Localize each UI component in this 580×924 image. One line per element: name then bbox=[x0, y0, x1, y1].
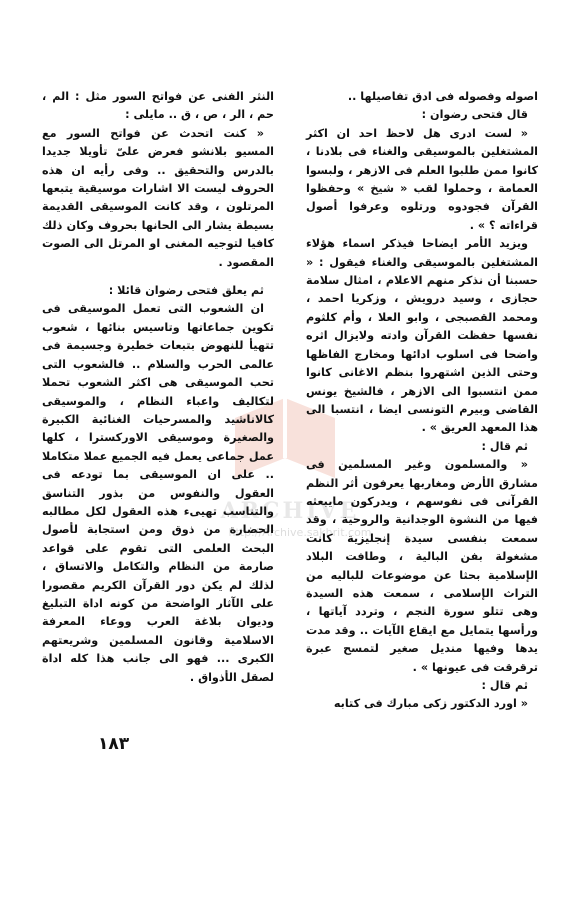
paragraph: « والمسلمون وغير المسلمين فى مشارق الأرض ومغاربها يعرفون أثر النظم القرآنى فى نفوسهم ، ويدركون مايبعثه فيها من النشوة الوجدانية والروحية ، وقد سمعت بنفسى سيدة إنجليزية كانت مشغولة بفن البالية ، وطافت البلاد الإسلامية بحثا عن موضوعات للباليه من التراث الإسلامى ، سمعت هذه السيدة وهى تتلو سورة النجم ، وتردد آياتها ، ورأسها يتمايل مع ايقاع الآيات .. وقد مدت يدها وفيها منديل صغير لتمسح عبرة ترقرقت فى عيونها » . bbox=[306, 458, 538, 674]
paragraph: « لست ادرى هل لاحظ احد ان اكثر المشتغلين بالموسيقى والغناء فى بلادنا ، كانوا ممن طلبوا العلم فى الازهر ، ولبسوا العمامة ، وحملوا لقب « شيخ » وحفظوا القرآن فجودوه ورتلوه وعرفوا أصول قراءاته ؟ » . bbox=[306, 126, 538, 232]
paragraph: النثر الفنى عن فواتح السور مثل : الم ، حم ، الر ، ص ، ق .. مايلى : bbox=[42, 90, 274, 122]
watermark-url: http://Archive.sakhrit.com bbox=[228, 526, 372, 539]
paragraph: ثم قال : bbox=[481, 679, 528, 692]
page-number: ١٨٣ bbox=[98, 734, 130, 754]
left-column bbox=[42, 88, 274, 687]
paragraph: ان الشعوب التى تعمل الموسيقى فى تكوين جماعاتها وتاسيس بنائها ، شعوب تتهيأ للنهوض بتبعات خطيرة وجسيمة فى عالمى الحرب والسلام .. فالشعوب التى تحب الموسيقى هى اكثر الشعوب تحملا لتكاليف واعباء النظام ، والموسيقى كالاناشيد والمسرحيات الغنائية الكبيرة والصغيرة وموسيقى الاوركسترا ، كلها عمل جماعى يعمل فيه الجميع عملا متكاملا .. على ان الموسيقى بما تودعه فى العقول والنفوس من بذور التناسق والتناسب تهيىء هذه العقول لكل مطالبه الحضارة من ذوق ومن استجابة لأصول البحث العلمى التى تقوم على قواعد صارمة من النظام والتكامل والاتساق ، لذلك لم يكن دور القرآن الكريم مقصورا على الآثار الواضحة من كونه اداة التبليغ وديوان بلاغة العرب ووعاء المعرفة الاسلامية وقانون المسلمين وشريعتهم الكبرى ... فهو الى جانب هذا كله اداة لصقل الأذواق . bbox=[42, 302, 274, 684]
paragraph: ثم قال : bbox=[481, 439, 528, 453]
watermark-name: ARCHIVE bbox=[220, 498, 360, 524]
paragraph: ويزيد الأمر ايضاحا فيذكر اسماء هؤلاء المشتغلين بالموسيقى والغناء فيقول : « حسبنا أن نذكر منهم الاعلام ، امثال سلامة حجازى ، وسيد درويش ، وزكريا احمد ، ومحمد القصبجى ، وابو العلا ، وأم كلثوم نفسها حفظت القرآن وادته ولايزال اثره واضحا فى اسلوب ادائها ومخارج الفاظها وحتى الذين اشتهروا بنظم الاغانى كانوا ممن انتسبوا الى الازهر ، فالشيخ يونس القاضى وبيرم التونسى ايضا ، انتسبا الى هذا المعهد العريق » . bbox=[306, 237, 538, 435]
paragraph: اصوله وفصوله فى ادق تفاصيلها .. bbox=[347, 90, 538, 103]
paragraph: ثم يعلق فتحى رضوان قائلا : bbox=[108, 284, 264, 298]
paragraph: قال فتحى رضوان : bbox=[421, 108, 528, 122]
paragraph: « كنت اتحدث عن فواتح السور مع المسيو بلانشو فعرض علىّ تأويلا جديدا بالدرس والتحقيق .. وفى رأيه ان هذه الحروف ليست الا اشارات موسيقية يتبعها المرتلون ، وقد كانت الموسيقى القديمة بسيطة يشار الى الحانها بحروف وكان ذلك كافيا لتوجيه المغنى او المرتل الى الصوت المقصود . bbox=[42, 126, 274, 269]
right-column bbox=[306, 88, 538, 714]
paragraph: « اورد الدكتور زكى مبارك فى كتابه bbox=[333, 697, 528, 711]
